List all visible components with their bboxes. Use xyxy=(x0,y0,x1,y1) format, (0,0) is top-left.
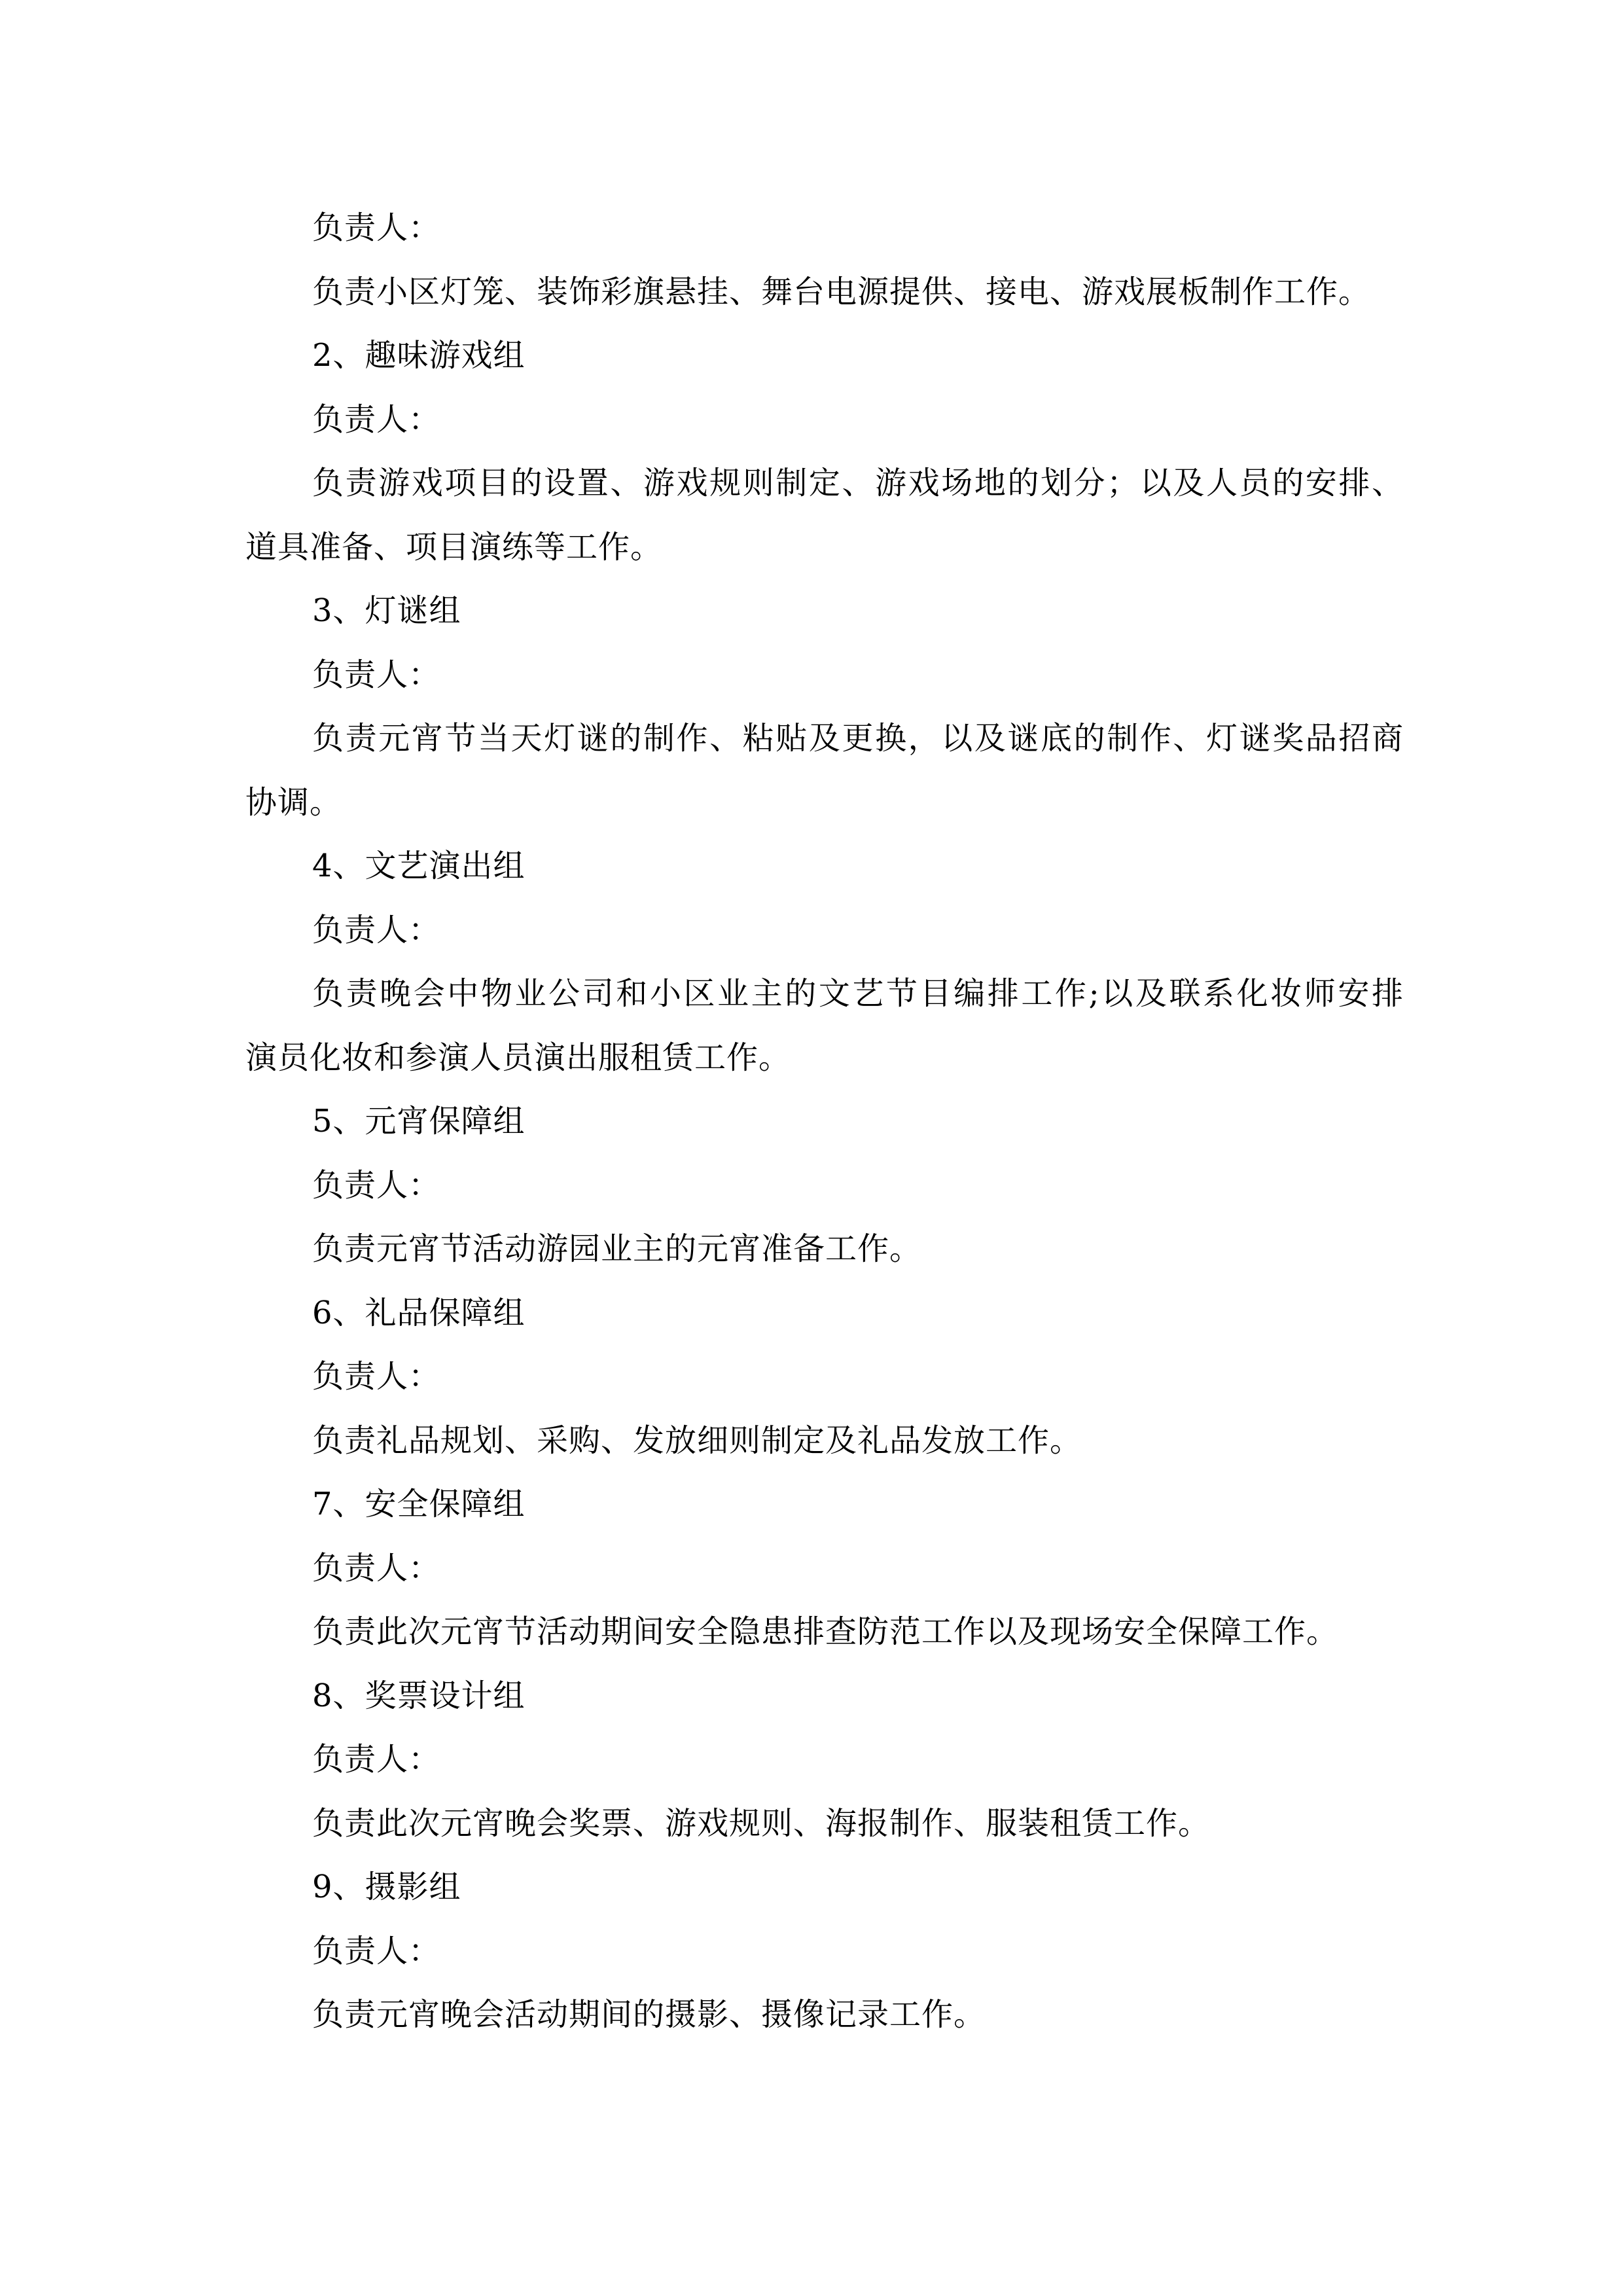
text-line: 负责人： xyxy=(312,656,441,693)
text-line: 7、安全保障组 xyxy=(312,1486,526,1522)
text-line: 负责人： xyxy=(312,209,441,246)
text-line: 道具准备、项目演练等工作。 xyxy=(245,528,663,565)
text-line: 负责此次元宵节活动期间安全隐患排查防范工作以及现场安全保障工作。 xyxy=(312,1613,1339,1650)
document-body xyxy=(245,196,1404,2047)
text-line: 负责游戏项目的设置、游戏规则制定、游戏场地的划分；以及人员的安排、 xyxy=(312,465,1404,501)
text-line: 3、灯谜组 xyxy=(312,592,461,629)
text-line: 负责元宵节当天灯谜的制作、粘贴及更换，以及谜底的制作、灯谜奖品招商 xyxy=(312,720,1404,757)
text-line: 负责人： xyxy=(312,911,441,948)
text-line: 负责人： xyxy=(312,1166,441,1204)
text-line: 6、礼品保障组 xyxy=(312,1294,526,1331)
text-line: 负责此次元宵晚会奖票、游戏规则、海报制作、服装租赁工作。 xyxy=(312,1804,1211,1842)
text-line: 5、元宵保障组 xyxy=(312,1103,526,1139)
text-line: 负责人： xyxy=(312,1741,441,1778)
text-line: 2、趣味游戏组 xyxy=(312,337,526,374)
text-line: 协调。 xyxy=(245,783,342,821)
text-line: 负责礼品规划、采购、发放细则制定及礼品发放工作。 xyxy=(312,1422,1082,1459)
text-line: 负责人： xyxy=(312,1932,441,1969)
text-line: 负责元宵晚会活动期间的摄影、摄像记录工作。 xyxy=(312,1996,986,2033)
text-line: 负责晚会中物业公司和小区业主的文艺节目编排工作;以及联系化妆师安排 xyxy=(312,975,1404,1012)
text-line: 负责人： xyxy=(312,1358,441,1395)
text-line: 负责人： xyxy=(312,401,441,438)
text-line: 负责元宵节活动游园业主的元宵准备工作。 xyxy=(312,1230,922,1267)
text-line: 8、奖票设计组 xyxy=(312,1677,526,1714)
text-line: 演员化妆和参演人员演出服租赁工作。 xyxy=(245,1039,791,1076)
text-line: 负责小区灯笼、装饰彩旗悬挂、舞台电源提供、接电、游戏展板制作工作。 xyxy=(312,273,1371,310)
text-line: 9、摄影组 xyxy=(312,1869,461,1905)
text-line: 4、文艺演出组 xyxy=(312,848,526,884)
text-line: 负责人： xyxy=(312,1549,441,1587)
